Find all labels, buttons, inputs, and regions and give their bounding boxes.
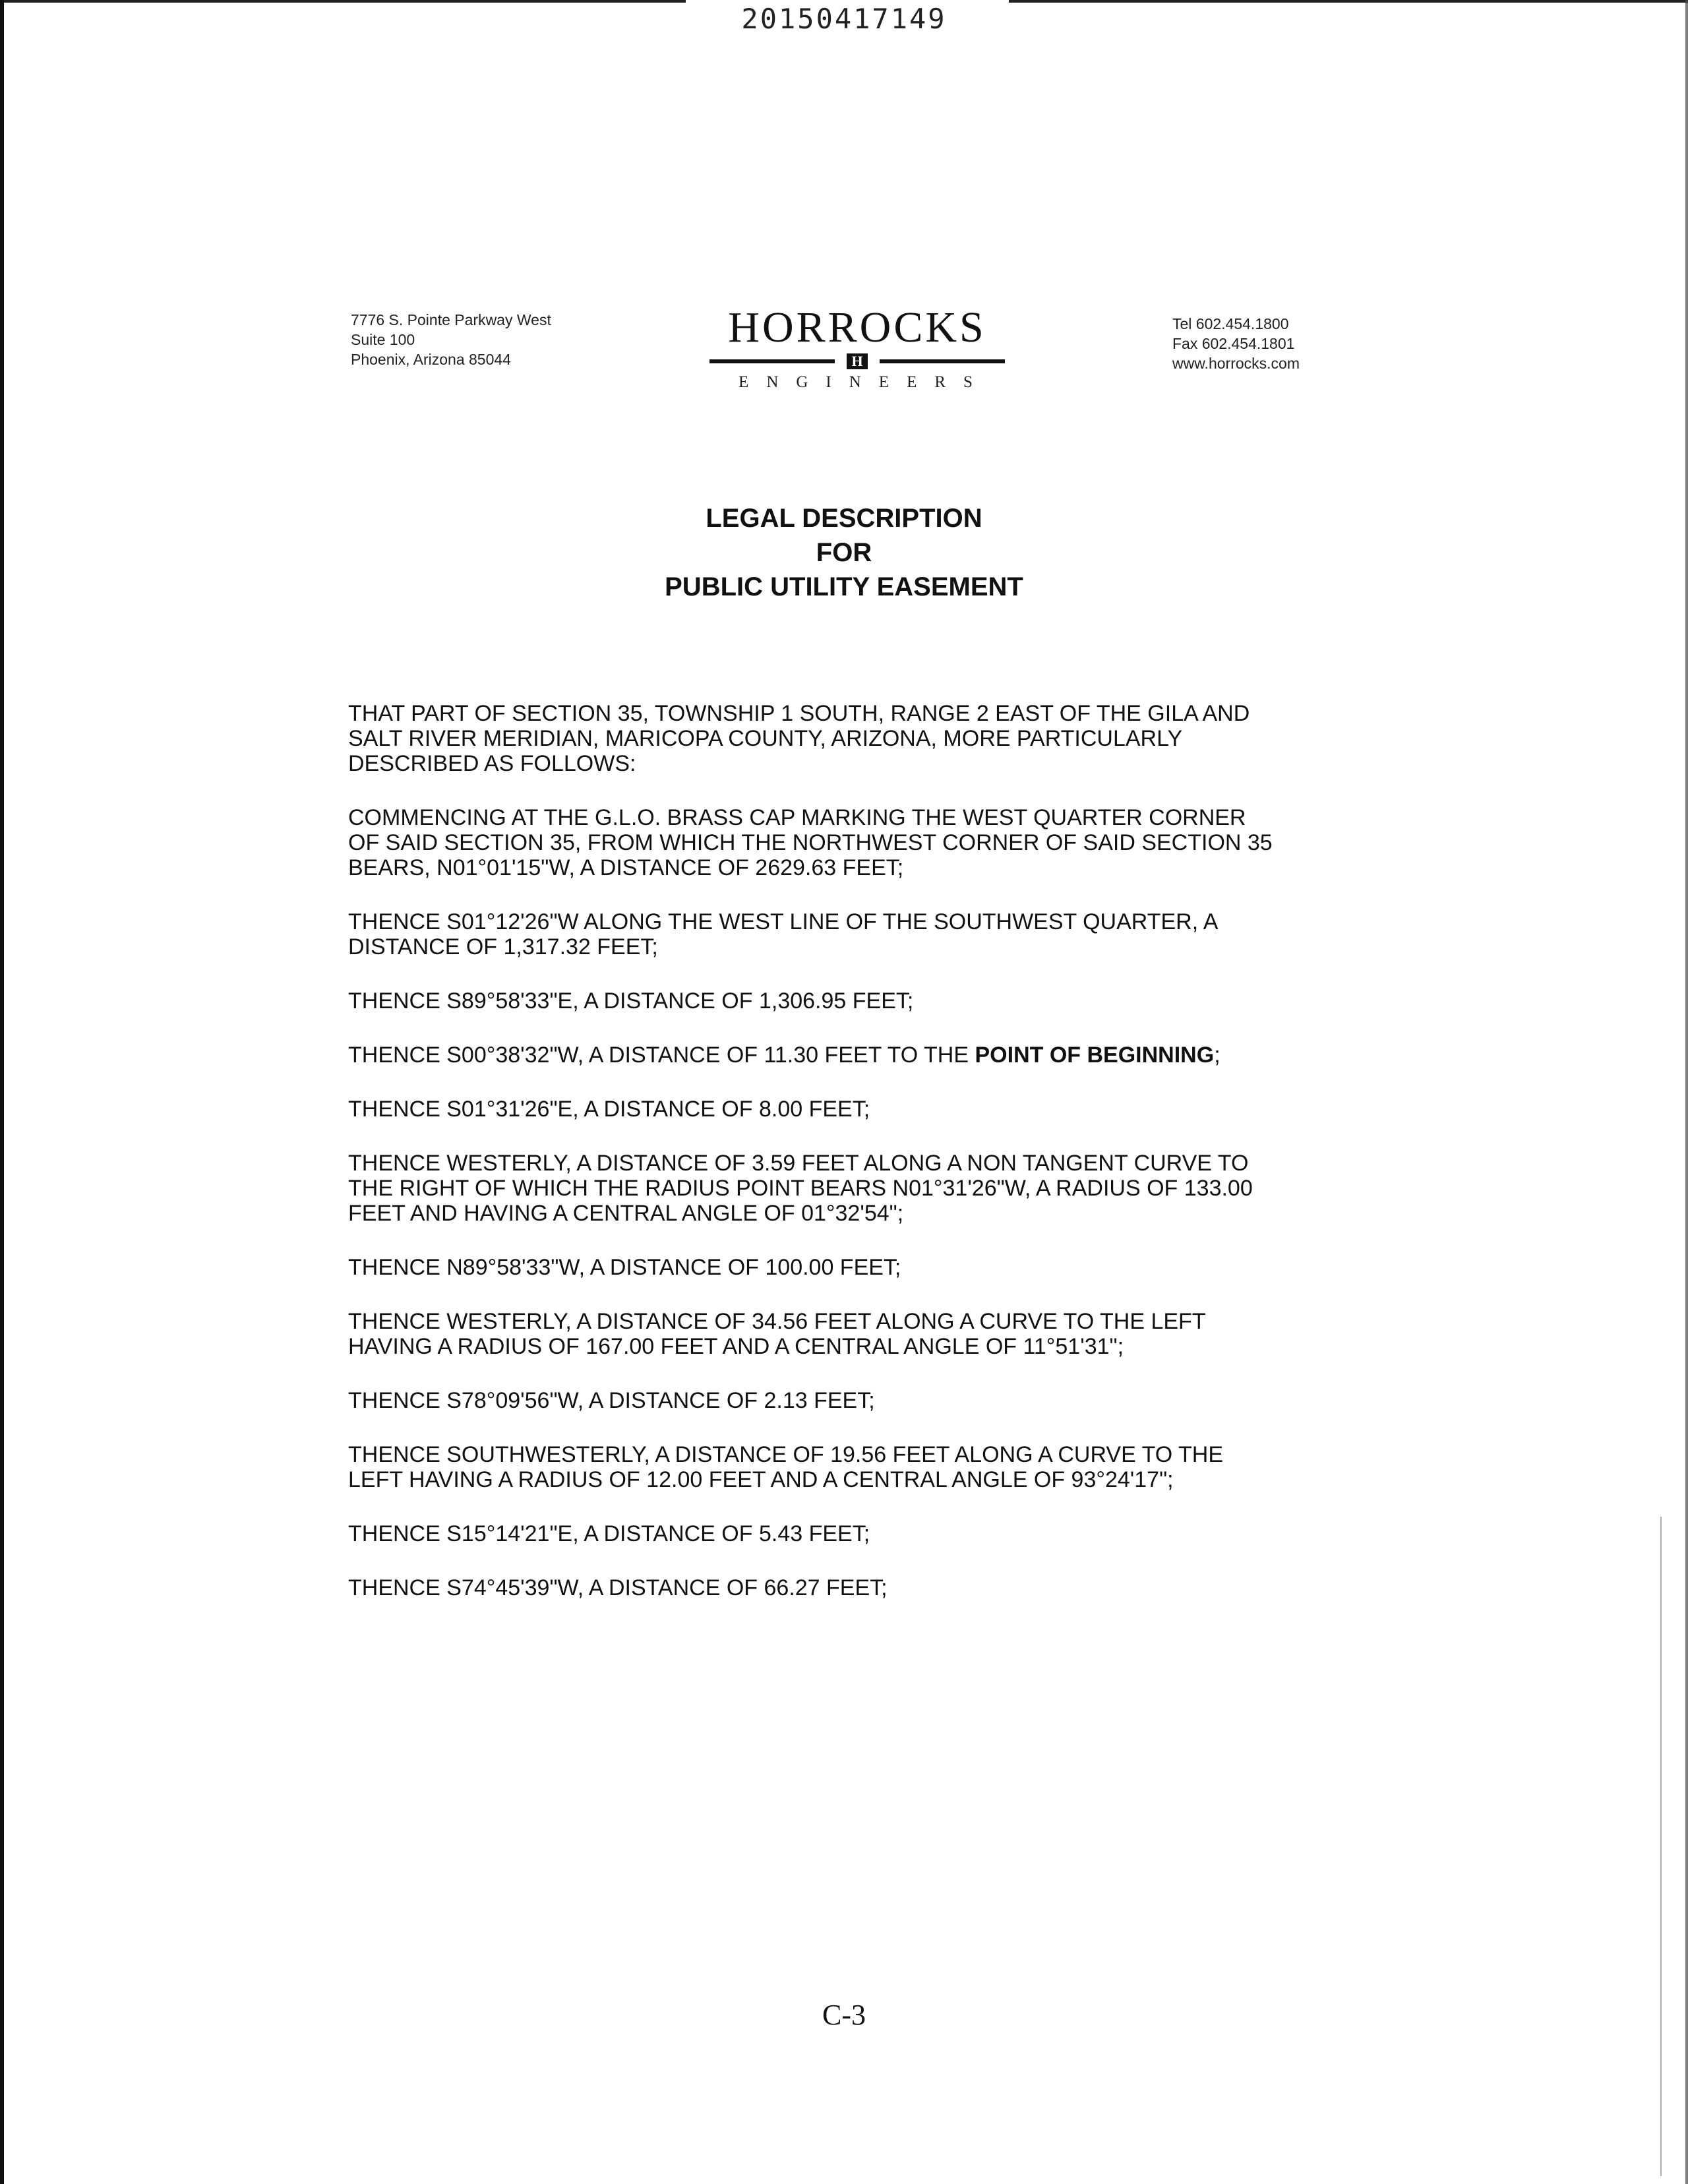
logo-rule-right xyxy=(880,359,1005,363)
scan-edge-right-inner xyxy=(1660,1517,1662,2176)
company-logo xyxy=(706,305,1009,392)
logo-mark: H xyxy=(847,353,868,369)
title-line-3: PUBLIC UTILITY EASEMENT xyxy=(665,572,1023,601)
contact-phone: Tel 602.454.1800 xyxy=(1172,315,1289,332)
contact-website: www.horrocks.com xyxy=(1172,355,1300,372)
paragraph-course-8: THENCE S78°09'56"W, A DISTANCE OF 2.13 FEET; xyxy=(348,1388,875,1413)
paragraph-course-6: THENCE N89°58'33"W, A DISTANCE OF 100.00 FEET; xyxy=(348,1255,901,1280)
paragraph-course-1: THENCE S01°12'26"W ALONG THE WEST LINE OF THE SOUTHWEST QUARTER, A DISTANCE OF 1,317.32 FEET; xyxy=(348,909,1219,959)
paragraph-course-2: THENCE S89°58'33"E, A DISTANCE OF 1,306.95 FEET; xyxy=(348,988,914,1014)
company-contact xyxy=(1172,314,1300,373)
address-line-city: Phoenix, Arizona 85044 xyxy=(351,351,511,368)
page-label: C-3 xyxy=(822,1999,866,2031)
pob-prefix: THENCE S00°38'32"W, A DISTANCE OF 11.30 FEET TO THE xyxy=(348,1043,975,1068)
paragraph-course-5: THENCE WESTERLY, A DISTANCE OF 3.59 FEET ALONG A NON TANGENT CURVE TO THE RIGHT OF WHICH THE RADIUS POINT BEARS N01°31'26"W, A RADIUS OF 133.00 FEET AND HAVING A CENTRAL ANGLE OF 01°32'54"; xyxy=(348,1151,1253,1226)
title-line-2: FOR xyxy=(816,538,872,567)
paragraph-course-10: THENCE S15°14'21"E, A DISTANCE OF 5.43 FEET; xyxy=(348,1521,870,1546)
logo-rule-left xyxy=(709,359,835,363)
paragraph-course-9: THENCE SOUTHWESTERLY, A DISTANCE OF 19.56 FEET ALONG A CURVE TO THE LEFT HAVING A RADIUS OF 12.00 FEET AND A CENTRAL ANGLE OF 93°24'17"; xyxy=(348,1442,1224,1492)
pob-suffix: ; xyxy=(1214,1043,1221,1068)
paragraph-point-of-beginning xyxy=(348,1043,1364,1068)
paragraph-course-4: THENCE S01°31'26"E, A DISTANCE OF 8.00 FEET; xyxy=(348,1097,870,1122)
paragraph-course-7: THENCE WESTERLY, A DISTANCE OF 34.56 FEET ALONG A CURVE TO THE LEFT HAVING A RADIUS OF 167.00 FEET AND A CENTRAL ANGLE OF 11°51'31"; xyxy=(348,1309,1206,1359)
title-line-1: LEGAL DESCRIPTION xyxy=(706,504,982,533)
company-address xyxy=(351,310,551,369)
document-number: 20150417149 xyxy=(741,3,947,35)
scan-edge-right xyxy=(1685,0,1688,2184)
legal-description-body xyxy=(348,701,1364,1629)
paragraph-commencing: COMMENCING AT THE G.L.O. BRASS CAP MARKING THE WEST QUARTER CORNER OF SAID SECTION 35, FROM WHICH THE NORTHWEST CORNER OF SAID SECTION 35 BEARS, N01°01'15"W, A DISTANCE OF 2629.63 FEET; xyxy=(348,805,1273,880)
logo-name: HORROCKS xyxy=(728,303,986,351)
logo-rule xyxy=(707,353,1008,369)
logo-subtitle: ENGINEERS xyxy=(738,373,990,391)
paragraph-course-11: THENCE S74°45'39"W, A DISTANCE OF 66.27 FEET; xyxy=(348,1575,888,1600)
paragraph-intro: THAT PART OF SECTION 35, TOWNSHIP 1 SOUTH, RANGE 2 EAST OF THE GILA AND SALT RIVER MERIDIAN, MARICOPA COUNTY, ARIZONA, MORE PARTICULARLY DESCRIBED AS FOLLOWS: xyxy=(348,701,1250,776)
scan-edge-left xyxy=(0,0,4,2184)
address-line-suite: Suite 100 xyxy=(351,331,415,348)
pob-bold: POINT OF BEGINNING xyxy=(975,1043,1215,1068)
address-line-street: 7776 S. Pointe Parkway West xyxy=(351,311,551,328)
document-title xyxy=(0,501,1688,604)
contact-fax: Fax 602.454.1801 xyxy=(1172,335,1295,352)
